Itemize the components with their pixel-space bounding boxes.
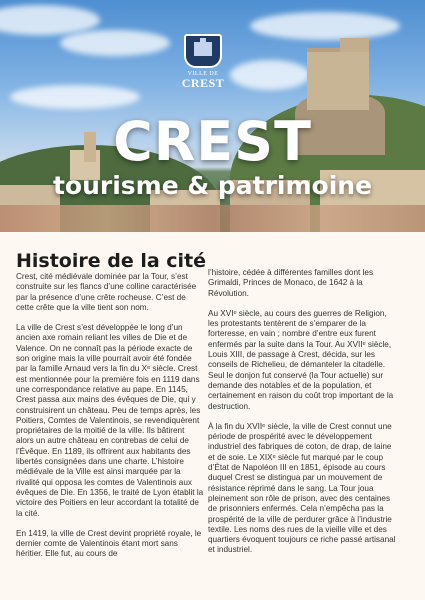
- logo-text-big: CREST: [181, 76, 225, 90]
- cloud: [250, 12, 400, 40]
- text-column-right: [208, 268, 396, 566]
- hero-subtitle: tourisme & patrimoine: [52, 171, 373, 200]
- paragraph: La ville de Crest s’est développée le long d’un ancien axe romain reliant les villes de Die et de Valence. On ne connaît pas la période exacte de son origine mais la ville pourrait avoir été fondée par la famille Arnaud vers la fin du Xᵉ siècle. Crest est mentionnée pour la première fois en 1119 dans une correspondance relative au pape. En 1145, Crest passa aux mains des évêques de Die, qui y construisirent un château. Peu de temps après, les Poitiers, Comtes de Valentinois, se revendiquèrent propriétaires de la moitié de la ville. Ils bâtirent alors un autre château en contrebas de celui de l’Évêque. En 1189, ils offrirent aux habitants des libertés consignées dans une charte. L’histoire médiévale de la Ville est ainsi marquée par la rivalité qui opposa les comtes de Valentinois aux évêques de Die. En 1356, le traité de Lyon établit la victoire des Poitiers en leur accordant la totalité de la cité.: [16, 323, 204, 518]
- paragraph: l’histoire, cédée à différentes familles dont les Grimaldi, Princes de Monaco, de 1642 à la Révolution.: [208, 268, 374, 298]
- city-logo: [182, 34, 224, 98]
- logo-text-small: VILLE DE: [187, 71, 219, 77]
- roof-strip: [0, 205, 425, 232]
- section-title: Histoire de la cité: [16, 250, 207, 272]
- text-column-left: [16, 272, 204, 570]
- tower: [307, 48, 369, 110]
- paragraph: Au XVIᵉ siècle, au cours des guerres de Religion, les protestants tentèrent de s’emparer de la forteresse, en vain ; nombre d’entre eux furent enfermés par la suite dans la Tour. Au XVIIᵉ siècle, Louis XIII, de passage à Crest, décida, sur les conseils de Richelieu, de démanteler la citadelle. Seul le donjon fut conservé (la Tour actuelle) sur demande des notables et de la population, et certainement en raison du coût trop important de la destruction.: [208, 308, 394, 411]
- cloud: [0, 5, 100, 35]
- shield-icon: [184, 34, 222, 68]
- hero-title: CREST: [113, 110, 312, 173]
- paragraph: À la fin du XVIIᵉ siècle, la ville de Crest connut une période de prospérité avec le développement industriel des fabriques de coton, de drap, de laine et de soie. Le XIXᵉ siècle fut marqué par le coup d’État de Napoléon III en 1851, épisode au cours duquel Crest se distingua par un mouvement de résistance réprimé dans le sang. La Tour joua pleinement son rôle de prison, avec des centaines de prisonniers enfermés. Cela n’empêcha pas la prospérité de la ville de perdurer grâce à l’industrie textile. Les noms des rues de la vieille ville et des quartiers évoquent toujours ce riche passé artisanal et industriel.: [208, 421, 396, 555]
- cloud: [10, 85, 140, 109]
- cloud: [60, 30, 170, 56]
- paragraph: Crest, cité médiévale dominée par la Tour, s’est construite sur les flancs d’une colline caractérisée par la présence d’une crête rocheuse. C’est de cette crête que la ville tient son nom.: [16, 272, 197, 312]
- tower-top: [340, 38, 369, 52]
- paragraph: En 1419, la ville de Crest devint propriété royale, le dernier comte de Valentinois étant mort sans héritier. Elle fut, au cours de: [16, 528, 202, 559]
- hero-photo: [0, 0, 425, 232]
- cloud: [230, 60, 310, 90]
